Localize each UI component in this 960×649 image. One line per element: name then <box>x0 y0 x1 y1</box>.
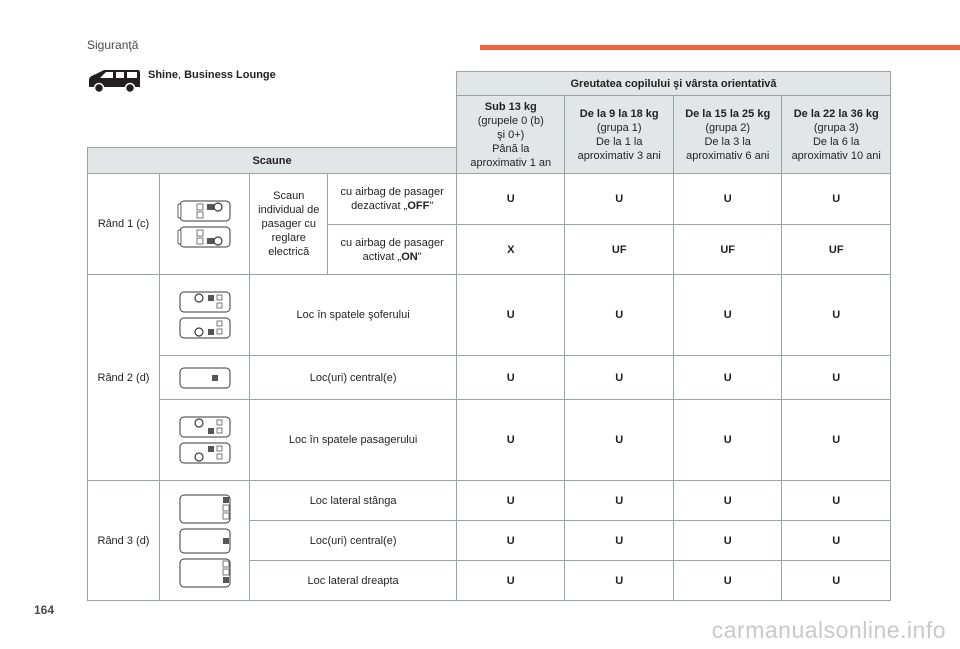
car-seat-diagram-icon <box>177 558 233 588</box>
row-label-row1: Rând 1 (c) <box>88 174 160 275</box>
seats-header: Scaune <box>88 148 457 174</box>
column-line: (grupele 0 (b) <box>477 114 544 127</box>
variant-name-shine: Shine <box>148 69 178 81</box>
table-cell: U <box>565 561 673 601</box>
table-cell: UF <box>565 225 673 275</box>
seat-diagram-row3 <box>159 481 249 601</box>
table-cell: U <box>565 481 673 521</box>
header-accent-bar <box>480 45 960 50</box>
table-cell: U <box>565 521 673 561</box>
car-seat-diagram-icon <box>177 200 233 222</box>
car-seat-diagram-icon <box>177 291 233 313</box>
table-cell: U <box>673 481 781 521</box>
column-line: De la 1 la <box>595 135 643 148</box>
column-line: Până la <box>492 142 530 155</box>
car-seat-diagram-icon <box>177 367 233 389</box>
column-line: De la 3 la <box>704 135 751 148</box>
watermark: carmanualsonline.info <box>711 617 946 643</box>
table-cell: U <box>673 561 781 601</box>
table-cell: U <box>457 521 565 561</box>
airbag-text: " <box>417 250 422 263</box>
table-cell: UF <box>782 225 891 275</box>
table-cell: U <box>782 174 891 225</box>
row-label-row2: Rând 2 (d) <box>88 275 160 481</box>
table-cell: U <box>565 400 673 481</box>
page-number: 164 <box>34 603 55 617</box>
column-title-3: De la 15 la 25 kg <box>685 107 771 120</box>
table-cell: U <box>782 275 891 356</box>
table-cell: U <box>673 275 781 356</box>
table-cell: U <box>457 561 565 601</box>
table-cell: U <box>673 356 781 400</box>
column-line: aproximativ 1 an <box>470 156 552 169</box>
column-line: aproximativ 6 ani <box>686 149 770 162</box>
table-cell: U <box>457 356 565 400</box>
row-label-row3: Rând 3 (d) <box>88 481 160 601</box>
position-label: Loc(uri) central(e) <box>250 356 457 400</box>
table-cell: U <box>565 356 673 400</box>
car-seat-diagram-icon <box>177 416 233 438</box>
table-cell: U <box>565 174 673 225</box>
table-cell: U <box>782 521 891 561</box>
car-seat-diagram-icon <box>177 528 233 554</box>
car-seat-diagram-icon <box>177 317 233 339</box>
child-seat-table <box>87 71 891 601</box>
table-cell: U <box>457 174 565 225</box>
position-label: Loc în spatele şoferului <box>250 275 457 356</box>
column-header-4 <box>782 96 891 174</box>
column-header-2 <box>565 96 673 174</box>
table-cell: U <box>673 174 781 225</box>
table-cell: U <box>782 356 891 400</box>
position-label: Loc în spatele pasagerului <box>250 400 457 481</box>
seat-description: Scaun individual de pasager cu reglare electrică <box>250 174 328 275</box>
position-label: Loc(uri) central(e) <box>250 521 457 561</box>
car-seat-diagram-icon <box>177 442 233 464</box>
variant-separator: , <box>177 69 185 81</box>
column-line: (grupa 2) <box>705 121 750 134</box>
table-cell: U <box>565 275 673 356</box>
table-cell: U <box>782 400 891 481</box>
column-line: (grupa 1) <box>596 121 642 134</box>
airbag-state: ON <box>401 250 418 263</box>
blank-corner <box>88 72 457 148</box>
table-cell: U <box>457 275 565 356</box>
table-cell: U <box>782 481 891 521</box>
position-label: Loc lateral dreapta <box>250 561 457 601</box>
column-line: şi 0+) <box>497 128 525 141</box>
car-seat-diagram-icon <box>177 494 233 524</box>
table-cell: UF <box>673 225 781 275</box>
airbag-off-label <box>328 174 457 225</box>
seat-diagram-behind-driver <box>159 275 249 356</box>
seat-diagram-row1 <box>159 174 249 275</box>
section-title: Siguranţă <box>87 38 139 52</box>
column-line: De la 6 la <box>812 135 860 148</box>
group-header: Greutatea copilului şi vârsta orientativă <box>457 72 891 96</box>
column-line: (grupa 3) <box>813 121 859 134</box>
variant-name-business-lounge: Business Lounge <box>184 69 276 81</box>
column-header-3 <box>673 96 781 174</box>
table-cell: U <box>782 561 891 601</box>
column-title-2: De la 9 la 18 kg <box>579 107 659 120</box>
column-line: aproximativ 10 ani <box>791 149 881 162</box>
airbag-text: " <box>429 200 434 212</box>
column-title-1: Sub 13 kg <box>484 100 537 113</box>
car-seat-diagram-icon <box>177 226 233 248</box>
seat-diagram-behind-passenger <box>159 400 249 481</box>
airbag-text: cu airbag de pasager dezactivat „ <box>340 186 444 212</box>
table-cell: U <box>673 400 781 481</box>
airbag-state: OFF <box>407 200 430 212</box>
column-title-4: De la 22 la 36 kg <box>793 107 879 120</box>
airbag-text: cu airbag de pasager activat „ <box>340 236 444 263</box>
column-line: aproximativ 3 ani <box>577 149 661 162</box>
table-cell: U <box>457 400 565 481</box>
column-header-1 <box>457 96 565 174</box>
table-cell: U <box>457 481 565 521</box>
seat-diagram-center <box>159 356 249 400</box>
airbag-on-label <box>328 225 457 275</box>
table-cell: U <box>673 521 781 561</box>
table-cell: X <box>457 225 565 275</box>
position-label: Loc lateral stânga <box>250 481 457 521</box>
